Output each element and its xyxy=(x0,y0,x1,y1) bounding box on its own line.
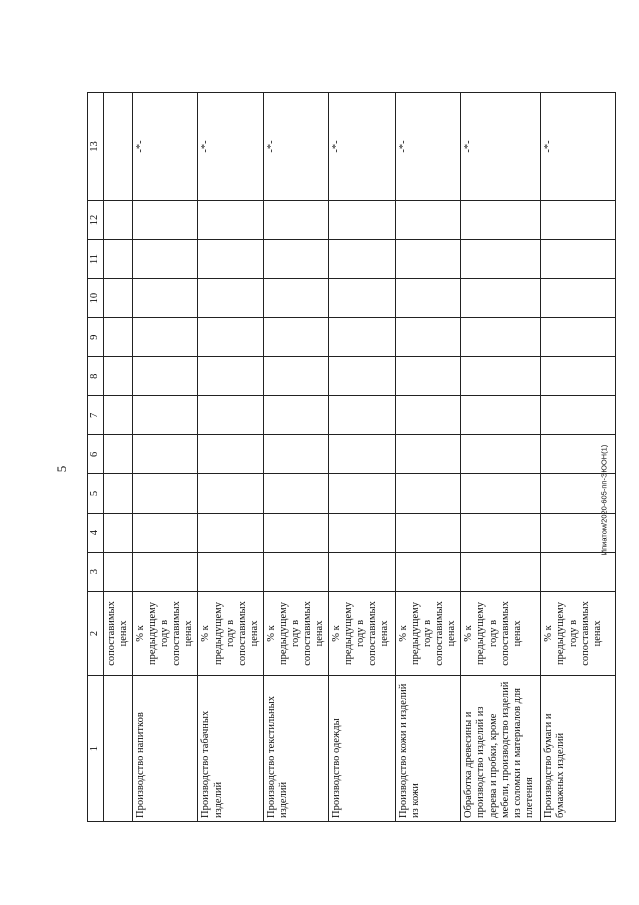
empty-cell xyxy=(104,200,133,239)
col-header-13: 13 xyxy=(88,93,104,201)
col-header-10: 10 xyxy=(88,279,104,318)
row-name-cell: Производство табачных изделий xyxy=(198,676,263,822)
empty-cell xyxy=(541,318,616,357)
empty-cell xyxy=(198,357,263,396)
empty-cell xyxy=(461,239,541,278)
rotated-table-region xyxy=(87,92,610,822)
empty-cell xyxy=(396,239,461,278)
table-row xyxy=(329,93,396,822)
col-header-8: 8 xyxy=(88,357,104,396)
empty-cell xyxy=(263,200,328,239)
empty-cell xyxy=(461,396,541,435)
empty-cell xyxy=(133,200,198,239)
col-header-9: 9 xyxy=(88,318,104,357)
empty-cell xyxy=(198,552,263,591)
col-header-12: 12 xyxy=(88,200,104,239)
empty-cell xyxy=(198,513,263,552)
row-unit-cell: % к предыдущему году в сопоставимых ценах xyxy=(198,591,263,676)
empty-cell xyxy=(104,239,133,278)
row-mark-cell: -*- xyxy=(263,93,328,201)
table-row xyxy=(396,93,461,822)
empty-cell xyxy=(396,474,461,513)
row-mark-cell: -*- xyxy=(541,93,616,201)
empty-cell xyxy=(461,474,541,513)
empty-cell xyxy=(541,239,616,278)
empty-cell xyxy=(104,396,133,435)
continued-row xyxy=(104,93,133,822)
table-rotation-frame xyxy=(87,92,610,822)
empty-cell xyxy=(263,357,328,396)
empty-cell xyxy=(329,239,396,278)
empty-cell xyxy=(396,552,461,591)
row-name-cell: Производство бумаги и бумажных изделий xyxy=(541,676,616,822)
empty-cell xyxy=(541,200,616,239)
empty-cell xyxy=(541,513,616,552)
empty-cell xyxy=(104,279,133,318)
empty-cell xyxy=(396,318,461,357)
empty-cell xyxy=(461,513,541,552)
empty-cell xyxy=(461,435,541,474)
empty-cell xyxy=(541,552,616,591)
empty-cell xyxy=(104,474,133,513)
col-header-6: 6 xyxy=(88,435,104,474)
empty-cell xyxy=(133,279,198,318)
column-number-row xyxy=(88,93,104,822)
col-header-1: 1 xyxy=(88,676,104,822)
empty-cell xyxy=(133,357,198,396)
row-unit-cell: % к предыдущему году в сопоставимых ценах xyxy=(263,591,328,676)
table-row xyxy=(198,93,263,822)
empty-cell xyxy=(329,357,396,396)
table-row xyxy=(541,93,616,822)
row-mark-cell: -*- xyxy=(198,93,263,201)
row-name-cell: Производство одежды xyxy=(329,676,396,822)
empty-cell xyxy=(104,357,133,396)
col-header-5: 5 xyxy=(88,474,104,513)
empty-cell xyxy=(329,279,396,318)
empty-cell xyxy=(104,513,133,552)
empty-cell xyxy=(541,474,616,513)
empty-cell xyxy=(263,552,328,591)
empty-cell xyxy=(133,318,198,357)
empty-cell xyxy=(396,396,461,435)
row-mark-cell: -*- xyxy=(461,93,541,201)
empty-cell xyxy=(329,318,396,357)
empty-cell xyxy=(461,200,541,239)
empty-cell xyxy=(198,435,263,474)
continued-unit-cell: сопоставимых ценах xyxy=(104,591,133,676)
col-header-3: 3 xyxy=(88,552,104,591)
empty-cell xyxy=(133,552,198,591)
empty-cell xyxy=(396,513,461,552)
empty-cell xyxy=(133,239,198,278)
empty-cell xyxy=(133,513,198,552)
empty-cell xyxy=(461,552,541,591)
row-unit-cell: % к предыдущему году в сопоставимых ценах xyxy=(329,591,396,676)
empty-cell xyxy=(329,474,396,513)
empty-cell xyxy=(329,513,396,552)
empty-cell xyxy=(263,435,328,474)
empty-cell xyxy=(263,396,328,435)
empty-cell xyxy=(461,357,541,396)
empty-cell xyxy=(104,318,133,357)
empty-cell xyxy=(461,279,541,318)
empty-cell xyxy=(329,396,396,435)
continued-name-cell xyxy=(104,676,133,822)
row-name-cell: Производство кожи и изделий из кожи xyxy=(396,676,461,822)
empty-cell xyxy=(133,435,198,474)
empty-cell xyxy=(198,396,263,435)
empty-cell xyxy=(104,93,133,201)
row-mark-cell: -*- xyxy=(133,93,198,201)
row-name-cell: Производство напитков xyxy=(133,676,198,822)
empty-cell xyxy=(541,396,616,435)
empty-cell xyxy=(198,318,263,357)
indicators-table xyxy=(87,92,616,822)
empty-cell xyxy=(396,435,461,474)
empty-cell xyxy=(263,279,328,318)
row-unit-cell: % к предыдущему году в сопоставимых ценах xyxy=(133,591,198,676)
empty-cell xyxy=(396,279,461,318)
empty-cell xyxy=(461,318,541,357)
empty-cell xyxy=(329,435,396,474)
col-header-4: 4 xyxy=(88,513,104,552)
empty-cell xyxy=(329,200,396,239)
table-row xyxy=(133,93,198,822)
empty-cell xyxy=(133,474,198,513)
col-header-7: 7 xyxy=(88,396,104,435)
empty-cell xyxy=(263,474,328,513)
table-row xyxy=(461,93,541,822)
empty-cell xyxy=(541,279,616,318)
col-header-11: 11 xyxy=(88,239,104,278)
empty-cell xyxy=(133,396,198,435)
empty-cell xyxy=(329,552,396,591)
empty-cell xyxy=(396,200,461,239)
empty-cell xyxy=(263,318,328,357)
empty-cell xyxy=(198,200,263,239)
row-unit-cell: % к предыдущему году в сопоставимых ценах xyxy=(541,591,616,676)
empty-cell xyxy=(263,239,328,278)
row-name-cell: Обработка древесины и производство изделий из дерева и пробки, кроме мебели, производство изделий из соломки и материалов для плетения xyxy=(461,676,541,822)
row-unit-cell: % к предыдущему году в сопоставимых ценах xyxy=(396,591,461,676)
empty-cell xyxy=(263,513,328,552)
empty-cell xyxy=(104,552,133,591)
empty-cell xyxy=(198,239,263,278)
empty-cell xyxy=(198,474,263,513)
empty-cell xyxy=(104,435,133,474)
empty-cell xyxy=(541,435,616,474)
document-code-text: Ипиатом/2020-605-пп-ЭЮОН(1) xyxy=(599,444,609,556)
row-mark-cell: -*- xyxy=(396,93,461,201)
table-row xyxy=(263,93,328,822)
col-header-2: 2 xyxy=(88,591,104,676)
page-number: 5 xyxy=(54,465,69,473)
empty-cell xyxy=(396,357,461,396)
row-name-cell: Производство текстильных изделий xyxy=(263,676,328,822)
row-unit-cell: % к предыдущему году в сопоставимых ценах xyxy=(461,591,541,676)
empty-cell xyxy=(541,357,616,396)
empty-cell xyxy=(198,279,263,318)
row-mark-cell: -*- xyxy=(329,93,396,201)
